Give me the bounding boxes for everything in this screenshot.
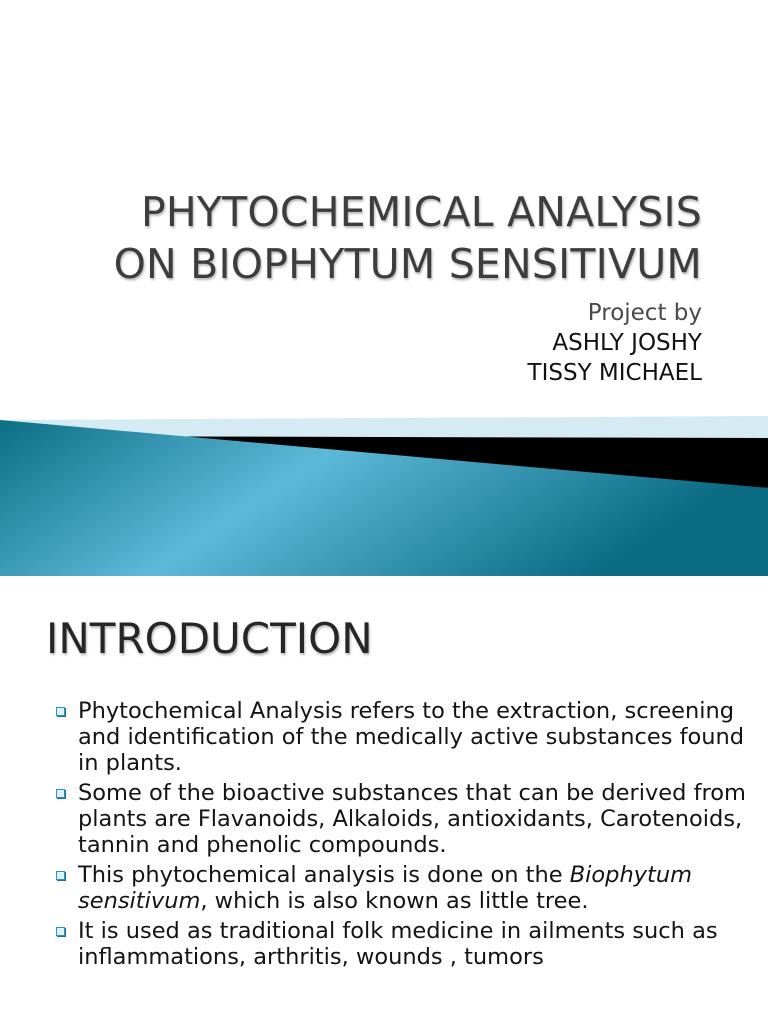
bullet-text: Phytochemical Analysis refers to the extraction, screening and identification of the medically active substances found in plants. bbox=[78, 698, 745, 776]
square-bullet-icon bbox=[56, 927, 65, 936]
bullet-list bbox=[50, 698, 750, 974]
square-bullet-icon bbox=[56, 871, 65, 880]
title-line-1: PHYTOCHEMICAL ANALYSIS bbox=[140, 188, 702, 236]
square-bullet-icon bbox=[56, 707, 65, 716]
bullet-text: It is used as traditional folk medicine in ailments such as inflammations, arthritis, wounds , tumors bbox=[78, 918, 718, 970]
list-item bbox=[50, 698, 750, 776]
bullet-text-suffix: , which is also known as little tree. bbox=[200, 888, 589, 914]
author-1: ASHLY JOSHY bbox=[552, 330, 702, 356]
slide-subtitle bbox=[528, 298, 702, 388]
species-name: Biophytum sensitivum bbox=[78, 862, 693, 914]
list-item bbox=[50, 918, 750, 970]
subtitle-lead: Project by bbox=[587, 300, 702, 326]
title-line-2: ON BIOPHYTUM SENSITIVUM bbox=[113, 240, 702, 288]
author-2: TISSY MICHAEL bbox=[527, 360, 702, 386]
list-item bbox=[50, 780, 750, 858]
list-item bbox=[50, 862, 750, 914]
intro-slide bbox=[0, 576, 768, 1024]
square-bullet-icon bbox=[56, 789, 65, 798]
slide-title bbox=[2, 186, 702, 290]
intro-heading: INTRODUCTION bbox=[46, 614, 373, 663]
bullet-text-prefix: This phytochemical analysis is done on the bbox=[78, 862, 570, 888]
bullet-text: Some of the bioactive substances that can be derived from plants are Flavanoids, Alkaloids, antioxidants, Carotenoids, tannin and phenolic compounds. bbox=[78, 780, 746, 858]
decorative-band bbox=[0, 400, 768, 576]
